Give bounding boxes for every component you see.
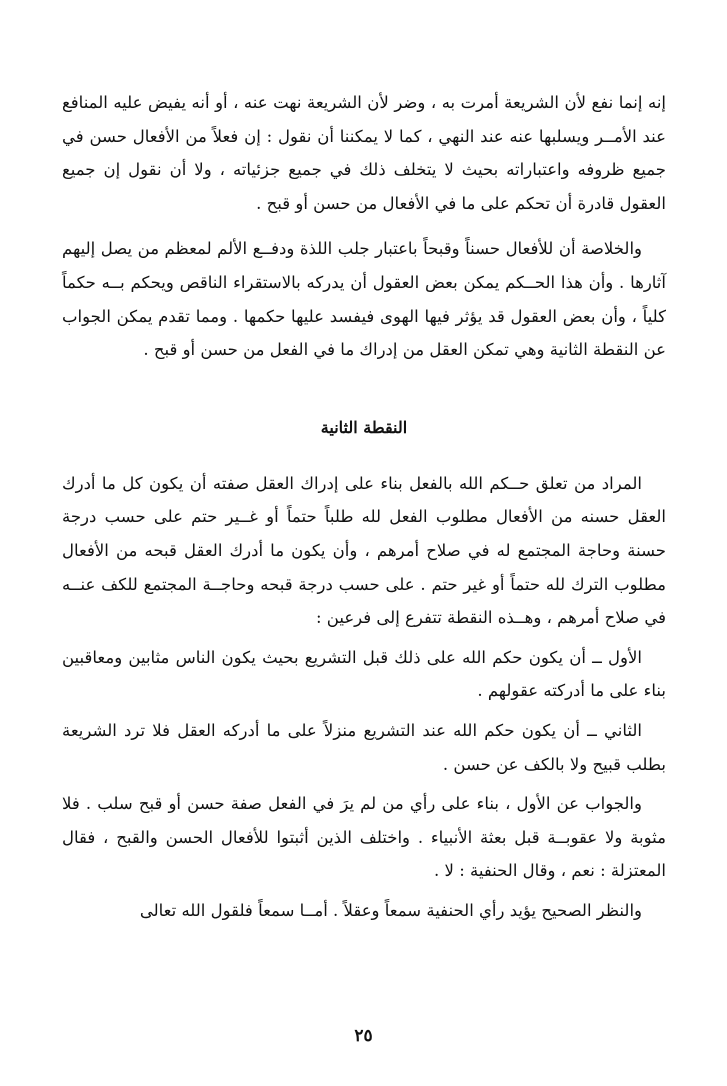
paragraph-2: والخلاصة أن للأفعال حسناً وقبحاً باعتبار جلب اللذة ودفــع الألم لمعظم من يصل إليهم آثارها . وأن هذا الحــكم يمكن بعض العقول أن يدركه بالاستقراء الناقص ويحكم بــه حكماً كلياً ، وأن بعض العقول قد يؤثر فيها الهوى فيفسد عليها حكمها . ومما تقدم يمكن الجواب عن النقطة الثانية وهي تمكن العقل من إدراك ما في الفعل من حسن أو قبح . [62, 239, 666, 360]
paragraph-7: والنظر الصحيح يؤيد رأي الحنفية سمعاً وعقلاً . أمــا سمعاً فلقول الله تعالى [139, 900, 642, 920]
paragraph-4: الأول ــ أن يكون حكم الله على ذلك قبل التشريع بحيث يكون الناس مثابين ومعاقبين بناء على ما أدركته عقولهم . [62, 647, 666, 701]
paragraph-6: والجواب عن الأول ، بناء على رأي من لم يرَ في الفعل صفة حسن أو قبح سلب . فلا مثوبة ولا عقوبــة قبل بعثة الأنبياء . واختلف الذين أثبتوا للأفعال الحسن والقبح ، فقال المعتزلة : نعم ، وقال الحنفية : لا . [62, 794, 666, 881]
page-body [62, 86, 666, 927]
paragraph-5: الثاني ــ أن يكون حكم الله عند التشريع منزلاً على ما أدركه العقل فلا ترد الشريعة بطلب قبيح ولا بالكف عن حسن . [62, 720, 666, 774]
page-number: ٢٥ [354, 1026, 373, 1046]
paragraph-1: إنه إنما نفع لأن الشريعة أمرت به ، وضر لأن الشريعة نهت عنه ، أو أنه يفيض عليه المنافع عند الأمــر ويسلبها عنه عند النهي ، كما لا يمكننا أن نقول : إن فعلاً من الأفعال حسن في جميع ظروفه واعتباراته بحيث لا يتخلف ذلك في جميع جزئياته ، ولا أن نقول إن جميع العقول قادرة أن تحكم على ما في الأفعال من حسن أو قبح . [62, 93, 666, 213]
section-heading: النقطة الثانية [320, 417, 408, 437]
paragraph-3: المراد من تعلق حــكم الله بالفعل بناء على إدراك العقل صفته أن يكون كل ما أدرك العقل حسنه من الأفعال مطلوب الفعل لله طلباً حتماً أو غــير حتم على حسب درجة حسنة وحاجة المجتمع له في صلاح أمرهم ، وأن يكون ما أدرك العقل قبحه من الأفعال مطلوب الترك لله حتماً أو غير حتم . على حسب درجة قبحه وحاجــة المجتمع للكف عنــه في صلاح أمرهم ، وهــذه النقطة تتفرع إلى فرعين : [62, 473, 666, 628]
